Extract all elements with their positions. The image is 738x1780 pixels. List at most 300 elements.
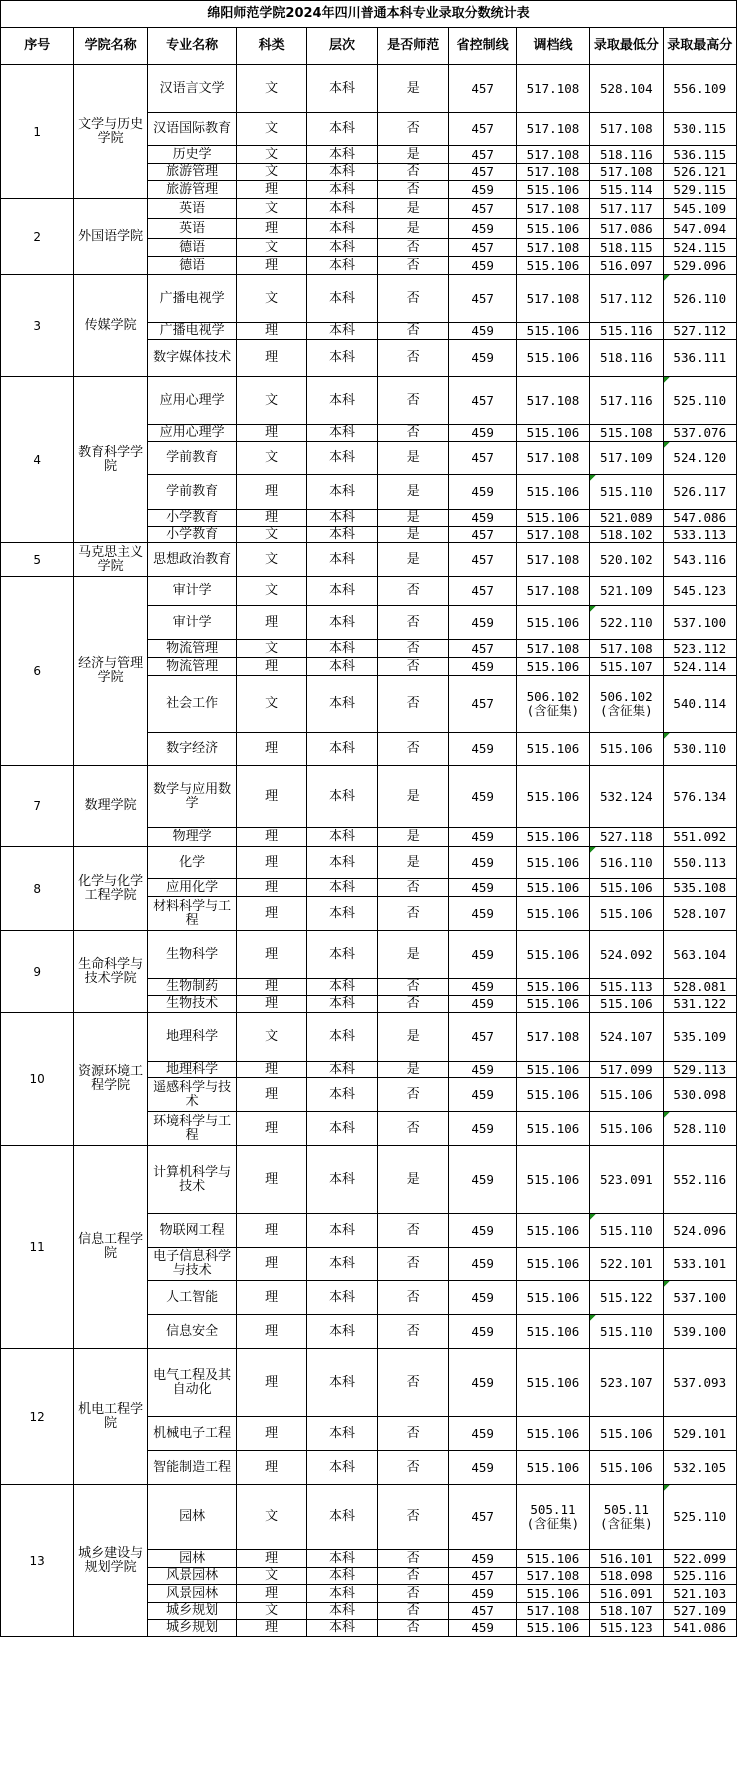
level-cell: 本科 bbox=[306, 1568, 377, 1585]
min-score-cell: 518.098 bbox=[590, 1568, 663, 1585]
major-cell: 园林 bbox=[147, 1550, 237, 1568]
control-line-cell: 459 bbox=[449, 897, 516, 931]
tiaodang-line-cell: 515.106 bbox=[516, 1078, 589, 1112]
level-cell: 本科 bbox=[306, 828, 377, 847]
max-score-cell: 533.101 bbox=[663, 1248, 736, 1281]
min-score-cell: 515.106 bbox=[590, 1078, 663, 1112]
min-score-cell: 524.092 bbox=[590, 931, 663, 979]
kelei-cell: 理 bbox=[237, 340, 306, 377]
max-score-cell: 522.099 bbox=[663, 1550, 736, 1568]
seq-cell: 12 bbox=[1, 1349, 74, 1485]
min-score-cell: 517.108 bbox=[590, 640, 663, 658]
min-score-cell: 516.110 bbox=[590, 847, 663, 879]
level-cell: 本科 bbox=[306, 543, 377, 577]
min-score-cell: 515.113 bbox=[590, 979, 663, 996]
min-score-cell: 517.116 bbox=[590, 377, 663, 425]
level-cell: 本科 bbox=[306, 475, 377, 510]
max-score-cell: 563.104 bbox=[663, 931, 736, 979]
kelei-cell: 文 bbox=[237, 199, 306, 219]
level-cell: 本科 bbox=[306, 146, 377, 164]
seq-cell: 10 bbox=[1, 1013, 74, 1146]
min-score-cell: 515.110 bbox=[590, 475, 663, 510]
major-cell: 应用化学 bbox=[147, 879, 237, 897]
level-cell: 本科 bbox=[306, 275, 377, 323]
normal-cell: 否 bbox=[378, 1112, 449, 1146]
control-line-cell: 457 bbox=[449, 1603, 516, 1620]
tiaodang-line-cell: 517.108 bbox=[516, 65, 589, 113]
level-cell: 本科 bbox=[306, 323, 377, 340]
tiaodang-line-cell: 515.106 bbox=[516, 1620, 589, 1637]
control-line-cell: 459 bbox=[449, 979, 516, 996]
major-cell: 生物技术 bbox=[147, 996, 237, 1013]
college-name-cell: 数理学院 bbox=[74, 766, 147, 847]
max-score-cell: 528.081 bbox=[663, 979, 736, 996]
kelei-cell: 理 bbox=[237, 323, 306, 340]
header-cell-normal: 是否师范 bbox=[378, 28, 449, 65]
major-cell: 智能制造工程 bbox=[147, 1451, 237, 1485]
control-line-cell: 459 bbox=[449, 1078, 516, 1112]
tiaodang-line-cell: 515.106 bbox=[516, 257, 589, 275]
normal-cell: 否 bbox=[378, 1281, 449, 1315]
min-score-cell: 515.114 bbox=[590, 181, 663, 199]
normal-cell: 否 bbox=[378, 1315, 449, 1349]
normal-cell: 否 bbox=[378, 640, 449, 658]
min-score-cell: 506.102 (含征集) bbox=[590, 676, 663, 733]
control-line-cell: 459 bbox=[449, 1315, 516, 1349]
tiaodang-line-cell: 517.108 bbox=[516, 275, 589, 323]
major-cell: 汉语国际教育 bbox=[147, 113, 237, 146]
normal-cell: 否 bbox=[378, 113, 449, 146]
min-score-cell: 517.117 bbox=[590, 199, 663, 219]
tiaodang-line-cell: 515.106 bbox=[516, 340, 589, 377]
major-cell: 物流管理 bbox=[147, 640, 237, 658]
seq-cell: 8 bbox=[1, 847, 74, 931]
level-cell: 本科 bbox=[306, 640, 377, 658]
control-line-cell: 457 bbox=[449, 543, 516, 577]
max-score-cell: 533.113 bbox=[663, 527, 736, 543]
normal-cell: 是 bbox=[378, 475, 449, 510]
kelei-cell: 理 bbox=[237, 1620, 306, 1637]
level-cell: 本科 bbox=[306, 1417, 377, 1451]
kelei-cell: 理 bbox=[237, 257, 306, 275]
major-cell: 人工智能 bbox=[147, 1281, 237, 1315]
level-cell: 本科 bbox=[306, 164, 377, 181]
kelei-cell: 理 bbox=[237, 425, 306, 442]
table-row bbox=[1, 847, 737, 879]
table-row bbox=[1, 65, 737, 113]
major-cell: 学前教育 bbox=[147, 442, 237, 475]
tiaodang-line-cell: 517.108 bbox=[516, 442, 589, 475]
control-line-cell: 457 bbox=[449, 442, 516, 475]
max-score-cell: 547.086 bbox=[663, 510, 736, 527]
level-cell: 本科 bbox=[306, 577, 377, 606]
tiaodang-line-cell: 515.106 bbox=[516, 897, 589, 931]
normal-cell: 否 bbox=[378, 1451, 449, 1485]
max-score-cell: 535.109 bbox=[663, 1013, 736, 1062]
major-cell: 广播电视学 bbox=[147, 323, 237, 340]
control-line-cell: 457 bbox=[449, 676, 516, 733]
tiaodang-line-cell: 515.106 bbox=[516, 1417, 589, 1451]
level-cell: 本科 bbox=[306, 658, 377, 676]
table-row bbox=[1, 1146, 737, 1214]
level-cell: 本科 bbox=[306, 181, 377, 199]
tiaodang-line-cell: 515.106 bbox=[516, 475, 589, 510]
level-cell: 本科 bbox=[306, 897, 377, 931]
control-line-cell: 457 bbox=[449, 275, 516, 323]
major-cell: 化学 bbox=[147, 847, 237, 879]
tiaodang-line-cell: 517.108 bbox=[516, 113, 589, 146]
kelei-cell: 理 bbox=[237, 979, 306, 996]
kelei-cell: 理 bbox=[237, 897, 306, 931]
max-score-cell: 525.110 bbox=[663, 377, 736, 425]
normal-cell: 是 bbox=[378, 847, 449, 879]
max-score-cell: 537.093 bbox=[663, 1349, 736, 1417]
college-name-cell: 教育科学学院 bbox=[74, 377, 147, 543]
level-cell: 本科 bbox=[306, 766, 377, 828]
level-cell: 本科 bbox=[306, 847, 377, 879]
major-cell: 电子信息科学与技术 bbox=[147, 1248, 237, 1281]
tiaodang-line-cell: 515.106 bbox=[516, 1214, 589, 1248]
level-cell: 本科 bbox=[306, 1248, 377, 1281]
control-line-cell: 459 bbox=[449, 733, 516, 766]
max-score-cell: 550.113 bbox=[663, 847, 736, 879]
major-cell: 园林 bbox=[147, 1485, 237, 1550]
min-score-cell: 515.106 bbox=[590, 1451, 663, 1485]
control-line-cell: 459 bbox=[449, 475, 516, 510]
kelei-cell: 理 bbox=[237, 1550, 306, 1568]
kelei-cell: 理 bbox=[237, 931, 306, 979]
level-cell: 本科 bbox=[306, 996, 377, 1013]
level-cell: 本科 bbox=[306, 1550, 377, 1568]
table-row bbox=[1, 577, 737, 606]
tiaodang-line-cell: 515.106 bbox=[516, 606, 589, 640]
level-cell: 本科 bbox=[306, 1603, 377, 1620]
normal-cell: 是 bbox=[378, 828, 449, 847]
normal-cell: 是 bbox=[378, 766, 449, 828]
control-line-cell: 457 bbox=[449, 1013, 516, 1062]
max-score-cell: 521.103 bbox=[663, 1585, 736, 1603]
max-score-cell: 526.121 bbox=[663, 164, 736, 181]
normal-cell: 否 bbox=[378, 577, 449, 606]
major-cell: 城乡规划 bbox=[147, 1620, 237, 1637]
max-score-cell: 537.076 bbox=[663, 425, 736, 442]
min-score-cell: 516.101 bbox=[590, 1550, 663, 1568]
level-cell: 本科 bbox=[306, 1078, 377, 1112]
min-score-cell: 517.109 bbox=[590, 442, 663, 475]
tiaodang-line-cell: 515.106 bbox=[516, 219, 589, 239]
table-row bbox=[1, 1013, 737, 1062]
major-cell: 生物科学 bbox=[147, 931, 237, 979]
level-cell: 本科 bbox=[306, 1585, 377, 1603]
kelei-cell: 理 bbox=[237, 510, 306, 527]
normal-cell: 否 bbox=[378, 1349, 449, 1417]
max-score-cell: 529.113 bbox=[663, 1062, 736, 1078]
min-score-cell: 517.086 bbox=[590, 219, 663, 239]
kelei-cell: 理 bbox=[237, 1062, 306, 1078]
control-line-cell: 459 bbox=[449, 181, 516, 199]
tiaodang-line-cell: 506.102 (含征集) bbox=[516, 676, 589, 733]
control-line-cell: 459 bbox=[449, 323, 516, 340]
seq-cell: 5 bbox=[1, 543, 74, 577]
control-line-cell: 459 bbox=[449, 1146, 516, 1214]
max-score-cell: 552.116 bbox=[663, 1146, 736, 1214]
min-score-cell: 516.097 bbox=[590, 257, 663, 275]
header-cell-major: 专业名称 bbox=[147, 28, 237, 65]
college-name-cell: 生命科学与技术学院 bbox=[74, 931, 147, 1013]
tiaodang-line-cell: 515.106 bbox=[516, 1585, 589, 1603]
max-score-cell: 528.107 bbox=[663, 897, 736, 931]
major-cell: 旅游管理 bbox=[147, 181, 237, 199]
table-row bbox=[1, 377, 737, 425]
college-name-cell: 传媒学院 bbox=[74, 275, 147, 377]
major-cell: 地理科学 bbox=[147, 1062, 237, 1078]
tiaodang-line-cell: 515.106 bbox=[516, 766, 589, 828]
min-score-cell: 522.101 bbox=[590, 1248, 663, 1281]
seq-cell: 2 bbox=[1, 199, 74, 275]
level-cell: 本科 bbox=[306, 1013, 377, 1062]
max-score-cell: 541.086 bbox=[663, 1620, 736, 1637]
kelei-cell: 理 bbox=[237, 1315, 306, 1349]
normal-cell: 否 bbox=[378, 1214, 449, 1248]
tiaodang-line-cell: 515.106 bbox=[516, 1112, 589, 1146]
max-score-cell: 531.122 bbox=[663, 996, 736, 1013]
control-line-cell: 459 bbox=[449, 1281, 516, 1315]
kelei-cell: 理 bbox=[237, 1281, 306, 1315]
tiaodang-line-cell: 517.108 bbox=[516, 577, 589, 606]
level-cell: 本科 bbox=[306, 1485, 377, 1550]
max-score-cell: 536.115 bbox=[663, 146, 736, 164]
max-score-cell: 530.098 bbox=[663, 1078, 736, 1112]
kelei-cell: 文 bbox=[237, 65, 306, 113]
tiaodang-line-cell: 515.106 bbox=[516, 879, 589, 897]
min-score-cell: 518.102 bbox=[590, 527, 663, 543]
kelei-cell: 理 bbox=[237, 475, 306, 510]
major-cell: 社会工作 bbox=[147, 676, 237, 733]
kelei-cell: 文 bbox=[237, 1603, 306, 1620]
tiaodang-line-cell: 515.106 bbox=[516, 1315, 589, 1349]
min-score-cell: 515.106 bbox=[590, 879, 663, 897]
major-cell: 风景园林 bbox=[147, 1568, 237, 1585]
normal-cell: 否 bbox=[378, 879, 449, 897]
tiaodang-line-cell: 515.106 bbox=[516, 979, 589, 996]
tiaodang-line-cell: 515.106 bbox=[516, 1451, 589, 1485]
tiaodang-line-cell: 517.108 bbox=[516, 1603, 589, 1620]
major-cell: 数字经济 bbox=[147, 733, 237, 766]
tiaodang-line-cell: 515.106 bbox=[516, 658, 589, 676]
tiaodang-line-cell: 515.106 bbox=[516, 733, 589, 766]
normal-cell: 是 bbox=[378, 146, 449, 164]
tiaodang-line-cell: 515.106 bbox=[516, 931, 589, 979]
tiaodang-line-cell: 515.106 bbox=[516, 425, 589, 442]
tiaodang-line-cell: 517.108 bbox=[516, 199, 589, 219]
kelei-cell: 文 bbox=[237, 1485, 306, 1550]
tiaodang-line-cell: 515.106 bbox=[516, 847, 589, 879]
kelei-cell: 文 bbox=[237, 1013, 306, 1062]
min-score-cell: 515.106 bbox=[590, 733, 663, 766]
kelei-cell: 文 bbox=[237, 1568, 306, 1585]
normal-cell: 否 bbox=[378, 1078, 449, 1112]
tiaodang-line-cell: 515.106 bbox=[516, 1550, 589, 1568]
min-score-cell: 515.110 bbox=[590, 1214, 663, 1248]
major-cell: 信息安全 bbox=[147, 1315, 237, 1349]
major-cell: 应用心理学 bbox=[147, 425, 237, 442]
max-score-cell: 547.094 bbox=[663, 219, 736, 239]
tiaodang-line-cell: 515.106 bbox=[516, 510, 589, 527]
kelei-cell: 理 bbox=[237, 1112, 306, 1146]
table-row bbox=[1, 543, 737, 577]
college-name-cell: 马克思主义学院 bbox=[74, 543, 147, 577]
normal-cell: 否 bbox=[378, 1550, 449, 1568]
normal-cell: 否 bbox=[378, 181, 449, 199]
min-score-cell: 524.107 bbox=[590, 1013, 663, 1062]
level-cell: 本科 bbox=[306, 257, 377, 275]
normal-cell: 是 bbox=[378, 527, 449, 543]
kelei-cell: 理 bbox=[237, 847, 306, 879]
major-cell: 德语 bbox=[147, 257, 237, 275]
normal-cell: 否 bbox=[378, 1485, 449, 1550]
level-cell: 本科 bbox=[306, 527, 377, 543]
level-cell: 本科 bbox=[306, 1451, 377, 1485]
level-cell: 本科 bbox=[306, 65, 377, 113]
tiaodang-line-cell: 517.108 bbox=[516, 146, 589, 164]
control-line-cell: 457 bbox=[449, 146, 516, 164]
tiaodang-line-cell: 515.106 bbox=[516, 1349, 589, 1417]
major-cell: 历史学 bbox=[147, 146, 237, 164]
max-score-cell: 524.114 bbox=[663, 658, 736, 676]
normal-cell: 否 bbox=[378, 733, 449, 766]
min-score-cell: 517.099 bbox=[590, 1062, 663, 1078]
control-line-cell: 459 bbox=[449, 510, 516, 527]
tiaodang-line-cell: 517.108 bbox=[516, 377, 589, 425]
kelei-cell: 理 bbox=[237, 1214, 306, 1248]
normal-cell: 是 bbox=[378, 442, 449, 475]
level-cell: 本科 bbox=[306, 113, 377, 146]
max-score-cell: 527.112 bbox=[663, 323, 736, 340]
kelei-cell: 文 bbox=[237, 113, 306, 146]
control-line-cell: 459 bbox=[449, 658, 516, 676]
kelei-cell: 理 bbox=[237, 766, 306, 828]
min-score-cell: 515.116 bbox=[590, 323, 663, 340]
max-score-cell: 536.111 bbox=[663, 340, 736, 377]
control-line-cell: 457 bbox=[449, 377, 516, 425]
control-line-cell: 459 bbox=[449, 1585, 516, 1603]
major-cell: 环境科学与工程 bbox=[147, 1112, 237, 1146]
control-line-cell: 459 bbox=[449, 1062, 516, 1078]
max-score-cell: 523.112 bbox=[663, 640, 736, 658]
normal-cell: 否 bbox=[378, 340, 449, 377]
seq-cell: 1 bbox=[1, 65, 74, 199]
tiaodang-line-cell: 515.106 bbox=[516, 1062, 589, 1078]
tiaodang-line-cell: 515.106 bbox=[516, 181, 589, 199]
control-line-cell: 457 bbox=[449, 199, 516, 219]
min-score-cell: 523.091 bbox=[590, 1146, 663, 1214]
college-name-cell: 信息工程学院 bbox=[74, 1146, 147, 1349]
tiaodang-line-cell: 515.106 bbox=[516, 1281, 589, 1315]
major-cell: 电气工程及其自动化 bbox=[147, 1349, 237, 1417]
major-cell: 汉语言文学 bbox=[147, 65, 237, 113]
level-cell: 本科 bbox=[306, 733, 377, 766]
major-cell: 广播电视学 bbox=[147, 275, 237, 323]
major-cell: 生物制药 bbox=[147, 979, 237, 996]
normal-cell: 否 bbox=[378, 1417, 449, 1451]
table-row bbox=[1, 766, 737, 828]
tiaodang-line-cell: 517.108 bbox=[516, 640, 589, 658]
level-cell: 本科 bbox=[306, 377, 377, 425]
level-cell: 本科 bbox=[306, 676, 377, 733]
normal-cell: 否 bbox=[378, 996, 449, 1013]
min-score-cell: 518.107 bbox=[590, 1603, 663, 1620]
control-line-cell: 457 bbox=[449, 527, 516, 543]
max-score-cell: 524.115 bbox=[663, 239, 736, 257]
seq-cell: 6 bbox=[1, 577, 74, 766]
major-cell: 数学与应用数学 bbox=[147, 766, 237, 828]
kelei-cell: 理 bbox=[237, 219, 306, 239]
major-cell: 英语 bbox=[147, 199, 237, 219]
kelei-cell: 理 bbox=[237, 1248, 306, 1281]
table-row bbox=[1, 1485, 737, 1550]
normal-cell: 否 bbox=[378, 658, 449, 676]
header-cell-college: 学院名称 bbox=[74, 28, 147, 65]
kelei-cell: 理 bbox=[237, 733, 306, 766]
normal-cell: 否 bbox=[378, 1568, 449, 1585]
major-cell: 思想政治教育 bbox=[147, 543, 237, 577]
normal-cell: 否 bbox=[378, 239, 449, 257]
major-cell: 小学教育 bbox=[147, 510, 237, 527]
tiaodang-line-cell: 517.108 bbox=[516, 1013, 589, 1062]
min-score-cell: 517.108 bbox=[590, 113, 663, 146]
major-cell: 小学教育 bbox=[147, 527, 237, 543]
control-line-cell: 457 bbox=[449, 1485, 516, 1550]
control-line-cell: 459 bbox=[449, 1550, 516, 1568]
tiaodang-line-cell: 515.106 bbox=[516, 1146, 589, 1214]
min-score-cell: 515.106 bbox=[590, 1417, 663, 1451]
max-score-cell: 529.101 bbox=[663, 1417, 736, 1451]
kelei-cell: 文 bbox=[237, 377, 306, 425]
major-cell: 应用心理学 bbox=[147, 377, 237, 425]
tiaodang-line-cell: 515.106 bbox=[516, 1248, 589, 1281]
kelei-cell: 理 bbox=[237, 658, 306, 676]
control-line-cell: 457 bbox=[449, 577, 516, 606]
header-cell-max-score: 录取最高分 bbox=[663, 28, 736, 65]
max-score-cell: 539.100 bbox=[663, 1315, 736, 1349]
kelei-cell: 理 bbox=[237, 1585, 306, 1603]
college-name-cell: 机电工程学院 bbox=[74, 1349, 147, 1485]
major-cell: 计算机科学与技术 bbox=[147, 1146, 237, 1214]
level-cell: 本科 bbox=[306, 606, 377, 640]
kelei-cell: 文 bbox=[237, 527, 306, 543]
level-cell: 本科 bbox=[306, 1349, 377, 1417]
normal-cell: 否 bbox=[378, 1603, 449, 1620]
max-score-cell: 540.114 bbox=[663, 676, 736, 733]
normal-cell: 否 bbox=[378, 257, 449, 275]
level-cell: 本科 bbox=[306, 1062, 377, 1078]
level-cell: 本科 bbox=[306, 442, 377, 475]
major-cell: 审计学 bbox=[147, 577, 237, 606]
college-name-cell: 文学与历史学院 bbox=[74, 65, 147, 199]
table-row bbox=[1, 199, 737, 219]
kelei-cell: 文 bbox=[237, 442, 306, 475]
control-line-cell: 459 bbox=[449, 931, 516, 979]
table-row bbox=[1, 1349, 737, 1417]
kelei-cell: 理 bbox=[237, 996, 306, 1013]
max-score-cell: 535.108 bbox=[663, 879, 736, 897]
min-score-cell: 515.108 bbox=[590, 425, 663, 442]
college-name-cell: 化学与化学工程学院 bbox=[74, 847, 147, 931]
level-cell: 本科 bbox=[306, 219, 377, 239]
control-line-cell: 459 bbox=[449, 766, 516, 828]
max-score-cell: 526.110 bbox=[663, 275, 736, 323]
control-line-cell: 459 bbox=[449, 847, 516, 879]
